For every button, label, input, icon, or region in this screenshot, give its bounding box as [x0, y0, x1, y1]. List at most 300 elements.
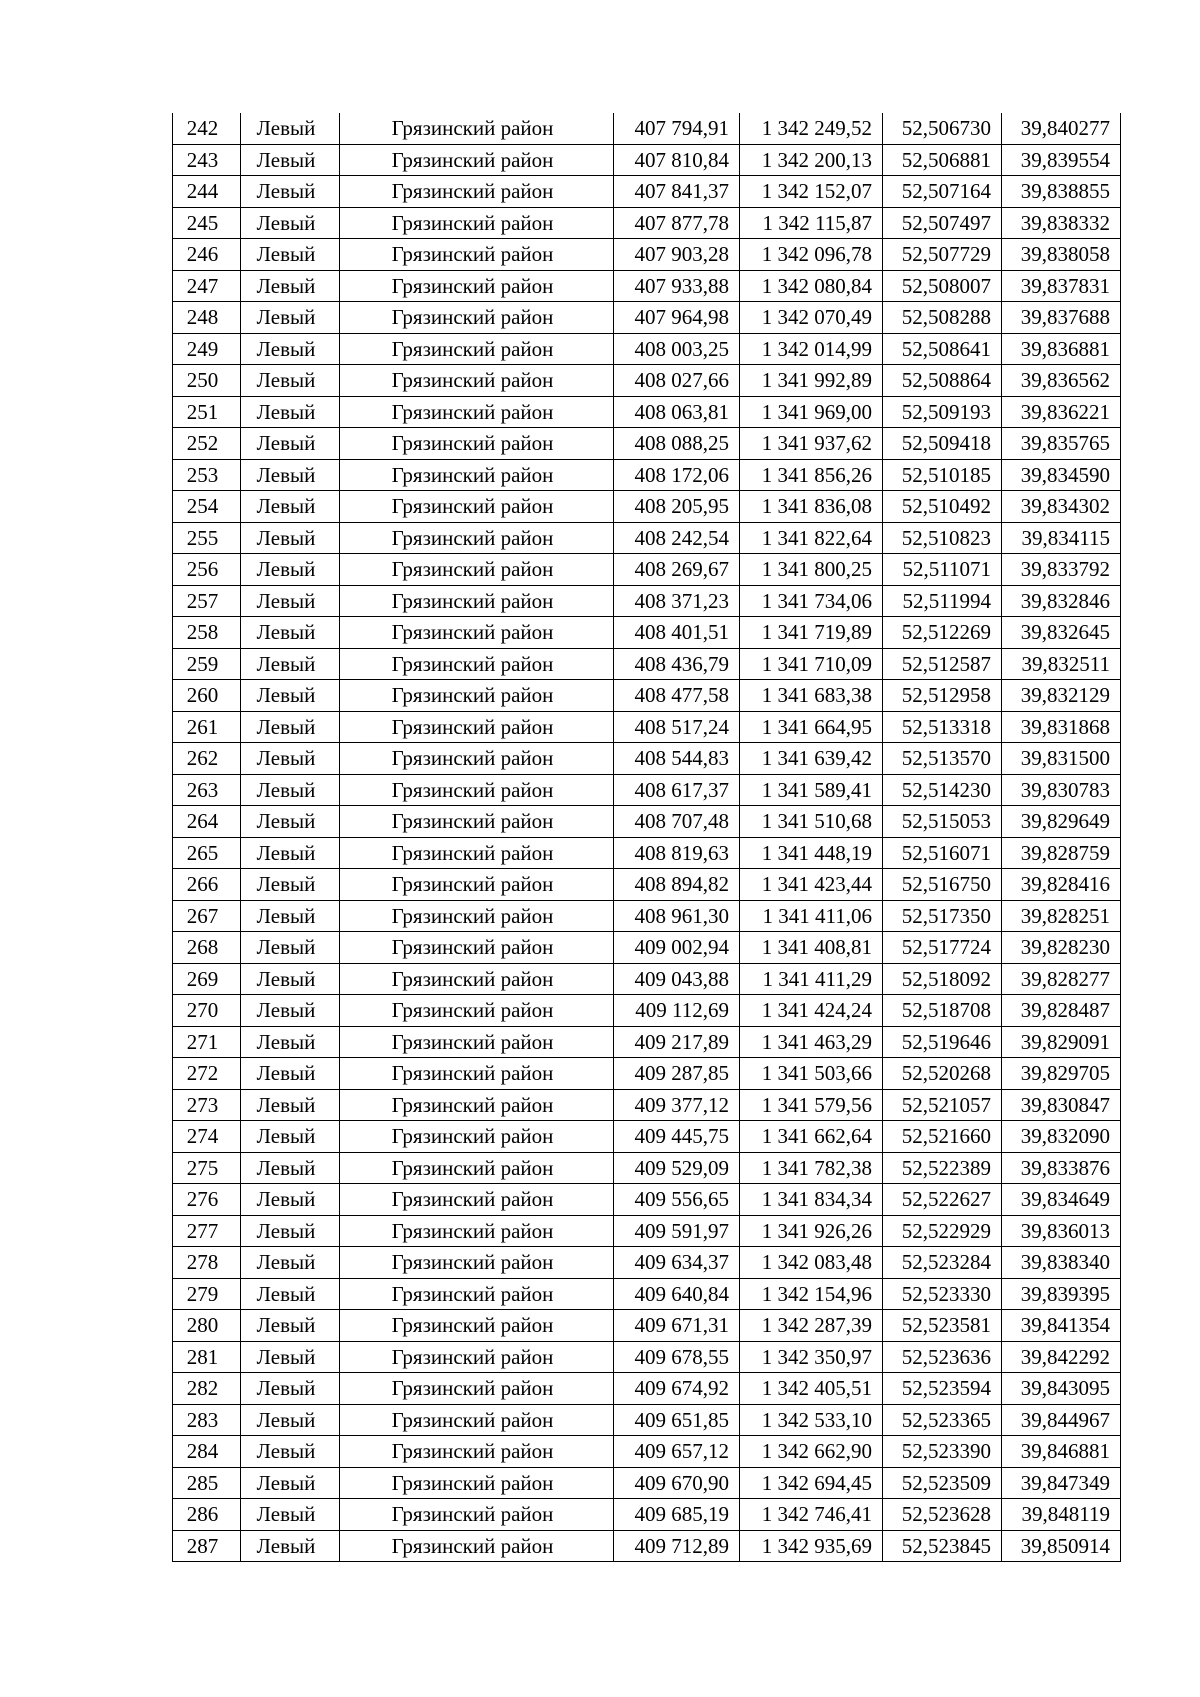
cell-point-number: 243: [173, 144, 241, 176]
table-row: [173, 932, 1121, 964]
cell-coord-x: 408 063,81: [614, 396, 740, 428]
cell-coord-x: 409 671,31: [614, 1310, 740, 1342]
cell-longitude: 39,834115: [1002, 522, 1121, 554]
table-row: [173, 365, 1121, 397]
table-row: [173, 585, 1121, 617]
cell-district: Грязинский район: [340, 1278, 614, 1310]
cell-bank-side: Левый: [241, 963, 340, 995]
cell-point-number: 269: [173, 963, 241, 995]
cell-district: Грязинский район: [340, 837, 614, 869]
cell-point-number: 265: [173, 837, 241, 869]
cell-latitude: 52,518092: [883, 963, 1002, 995]
cell-point-number: 246: [173, 239, 241, 271]
cell-longitude: 39,828759: [1002, 837, 1121, 869]
cell-bank-side: Левый: [241, 680, 340, 712]
cell-latitude: 52,521660: [883, 1121, 1002, 1153]
cell-district: Грязинский район: [340, 333, 614, 365]
cell-coord-x: 408 517,24: [614, 711, 740, 743]
cell-longitude: 39,848119: [1002, 1499, 1121, 1531]
cell-coord-y: 1 341 782,38: [740, 1152, 883, 1184]
cell-latitude: 52,523284: [883, 1247, 1002, 1279]
cell-district: Грязинский район: [340, 617, 614, 649]
cell-point-number: 249: [173, 333, 241, 365]
cell-latitude: 52,507164: [883, 176, 1002, 208]
cell-bank-side: Левый: [241, 617, 340, 649]
cell-bank-side: Левый: [241, 176, 340, 208]
cell-longitude: 39,840277: [1002, 113, 1121, 144]
cell-district: Грязинский район: [340, 396, 614, 428]
cell-coord-y: 1 342 249,52: [740, 113, 883, 144]
cell-coord-x: 408 205,95: [614, 491, 740, 523]
cell-coord-x: 408 617,37: [614, 774, 740, 806]
cell-coord-y: 1 341 822,64: [740, 522, 883, 554]
cell-district: Грязинский район: [340, 869, 614, 901]
cell-coord-y: 1 342 070,49: [740, 302, 883, 334]
cell-point-number: 247: [173, 270, 241, 302]
table-row: [173, 995, 1121, 1027]
cell-coord-y: 1 341 710,09: [740, 648, 883, 680]
cell-latitude: 52,517350: [883, 900, 1002, 932]
cell-coord-y: 1 342 746,41: [740, 1499, 883, 1531]
cell-coord-y: 1 341 589,41: [740, 774, 883, 806]
cell-coord-y: 1 341 448,19: [740, 837, 883, 869]
table-row: [173, 837, 1121, 869]
cell-point-number: 270: [173, 995, 241, 1027]
cell-latitude: 52,513318: [883, 711, 1002, 743]
cell-district: Грязинский район: [340, 1058, 614, 1090]
cell-latitude: 52,507729: [883, 239, 1002, 271]
cell-longitude: 39,839554: [1002, 144, 1121, 176]
cell-point-number: 283: [173, 1404, 241, 1436]
cell-longitude: 39,828230: [1002, 932, 1121, 964]
cell-point-number: 286: [173, 1499, 241, 1531]
cell-point-number: 280: [173, 1310, 241, 1342]
cell-point-number: 263: [173, 774, 241, 806]
cell-coord-x: 407 810,84: [614, 144, 740, 176]
cell-coord-x: 407 794,91: [614, 113, 740, 144]
table-row: [173, 680, 1121, 712]
cell-coord-x: 407 903,28: [614, 239, 740, 271]
cell-point-number: 256: [173, 554, 241, 586]
cell-coord-x: 409 377,12: [614, 1089, 740, 1121]
cell-bank-side: Левый: [241, 711, 340, 743]
cell-bank-side: Левый: [241, 869, 340, 901]
table-row: [173, 1215, 1121, 1247]
cell-longitude: 39,836562: [1002, 365, 1121, 397]
cell-longitude: 39,830783: [1002, 774, 1121, 806]
cell-bank-side: Левый: [241, 1310, 340, 1342]
cell-longitude: 39,841354: [1002, 1310, 1121, 1342]
cell-coord-x: 409 043,88: [614, 963, 740, 995]
cell-coord-y: 1 341 662,64: [740, 1121, 883, 1153]
cell-coord-x: 408 242,54: [614, 522, 740, 554]
cell-point-number: 282: [173, 1373, 241, 1405]
cell-bank-side: Левый: [241, 239, 340, 271]
cell-district: Грязинский район: [340, 144, 614, 176]
table-row: [173, 1026, 1121, 1058]
cell-point-number: 244: [173, 176, 241, 208]
cell-longitude: 39,832090: [1002, 1121, 1121, 1153]
cell-bank-side: Левый: [241, 806, 340, 838]
table-row: [173, 1152, 1121, 1184]
cell-longitude: 39,838855: [1002, 176, 1121, 208]
table-row: [173, 207, 1121, 239]
cell-longitude: 39,838058: [1002, 239, 1121, 271]
cell-coord-y: 1 342 533,10: [740, 1404, 883, 1436]
cell-point-number: 274: [173, 1121, 241, 1153]
cell-district: Грязинский район: [340, 1247, 614, 1279]
cell-coord-x: 409 591,97: [614, 1215, 740, 1247]
cell-district: Грязинский район: [340, 1026, 614, 1058]
cell-longitude: 39,828416: [1002, 869, 1121, 901]
cell-district: Грязинский район: [340, 365, 614, 397]
cell-longitude: 39,832846: [1002, 585, 1121, 617]
cell-latitude: 52,508007: [883, 270, 1002, 302]
cell-district: Грязинский район: [340, 900, 614, 932]
cell-coord-x: 408 172,06: [614, 459, 740, 491]
cell-coord-y: 1 342 152,07: [740, 176, 883, 208]
cell-bank-side: Левый: [241, 1058, 340, 1090]
cell-coord-y: 1 341 937,62: [740, 428, 883, 460]
cell-longitude: 39,836013: [1002, 1215, 1121, 1247]
cell-coord-y: 1 342 014,99: [740, 333, 883, 365]
cell-coord-y: 1 341 411,29: [740, 963, 883, 995]
cell-district: Грязинский район: [340, 1089, 614, 1121]
cell-coord-y: 1 341 579,56: [740, 1089, 883, 1121]
cell-coord-x: 409 657,12: [614, 1436, 740, 1468]
cell-point-number: 276: [173, 1184, 241, 1216]
table-row: [173, 1310, 1121, 1342]
table-row: [173, 1278, 1121, 1310]
cell-point-number: 259: [173, 648, 241, 680]
table-row: [173, 1436, 1121, 1468]
cell-coord-x: 408 961,30: [614, 900, 740, 932]
cell-point-number: 252: [173, 428, 241, 460]
table-row: [173, 1373, 1121, 1405]
cell-latitude: 52,510823: [883, 522, 1002, 554]
cell-bank-side: Левый: [241, 1215, 340, 1247]
cell-bank-side: Левый: [241, 1467, 340, 1499]
cell-bank-side: Левый: [241, 1530, 340, 1562]
table-row: [173, 333, 1121, 365]
cell-coord-x: 408 477,58: [614, 680, 740, 712]
cell-bank-side: Левый: [241, 1499, 340, 1531]
cell-coord-y: 1 341 734,06: [740, 585, 883, 617]
cell-district: Грязинский район: [340, 1310, 614, 1342]
cell-district: Грязинский район: [340, 711, 614, 743]
cell-point-number: 250: [173, 365, 241, 397]
cell-bank-side: Левый: [241, 396, 340, 428]
cell-longitude: 39,832129: [1002, 680, 1121, 712]
cell-bank-side: Левый: [241, 1247, 340, 1279]
cell-latitude: 52,523365: [883, 1404, 1002, 1436]
cell-latitude: 52,522389: [883, 1152, 1002, 1184]
table-row: [173, 428, 1121, 460]
cell-district: Грязинский район: [340, 1467, 614, 1499]
table-row: [173, 1404, 1121, 1436]
cell-district: Грязинский район: [340, 428, 614, 460]
table-row: [173, 1467, 1121, 1499]
table-row: [173, 711, 1121, 743]
cell-latitude: 52,519646: [883, 1026, 1002, 1058]
cell-bank-side: Левый: [241, 1184, 340, 1216]
cell-coord-x: 408 003,25: [614, 333, 740, 365]
cell-latitude: 52,508288: [883, 302, 1002, 334]
cell-district: Грязинский район: [340, 459, 614, 491]
cell-point-number: 285: [173, 1467, 241, 1499]
cell-point-number: 267: [173, 900, 241, 932]
cell-district: Грязинский район: [340, 522, 614, 554]
table-row: [173, 522, 1121, 554]
cell-coord-x: 408 027,66: [614, 365, 740, 397]
cell-coord-x: 408 894,82: [614, 869, 740, 901]
cell-bank-side: Левый: [241, 1026, 340, 1058]
table-row: [173, 1341, 1121, 1373]
cell-coord-x: 409 640,84: [614, 1278, 740, 1310]
cell-point-number: 266: [173, 869, 241, 901]
cell-latitude: 52,516071: [883, 837, 1002, 869]
cell-coord-y: 1 341 503,66: [740, 1058, 883, 1090]
cell-bank-side: Левый: [241, 522, 340, 554]
cell-district: Грязинский район: [340, 1341, 614, 1373]
cell-longitude: 39,829091: [1002, 1026, 1121, 1058]
cell-district: Грязинский район: [340, 207, 614, 239]
cell-point-number: 258: [173, 617, 241, 649]
cell-longitude: 39,834590: [1002, 459, 1121, 491]
cell-coord-x: 409 685,19: [614, 1499, 740, 1531]
table-row: [173, 743, 1121, 775]
cell-district: Грязинский район: [340, 1121, 614, 1153]
cell-coord-x: 409 445,75: [614, 1121, 740, 1153]
cell-bank-side: Левый: [241, 995, 340, 1027]
cell-district: Грязинский район: [340, 239, 614, 271]
cell-bank-side: Левый: [241, 365, 340, 397]
cell-bank-side: Левый: [241, 491, 340, 523]
cell-bank-side: Левый: [241, 837, 340, 869]
cell-bank-side: Левый: [241, 302, 340, 334]
cell-coord-y: 1 341 856,26: [740, 459, 883, 491]
cell-coord-y: 1 342 096,78: [740, 239, 883, 271]
cell-latitude: 52,507497: [883, 207, 1002, 239]
cell-latitude: 52,523628: [883, 1499, 1002, 1531]
cell-longitude: 39,831500: [1002, 743, 1121, 775]
cell-latitude: 52,512269: [883, 617, 1002, 649]
cell-longitude: 39,830847: [1002, 1089, 1121, 1121]
cell-longitude: 39,829649: [1002, 806, 1121, 838]
cell-coord-y: 1 341 800,25: [740, 554, 883, 586]
cell-district: Грязинский район: [340, 1373, 614, 1405]
cell-district: Грязинский район: [340, 1152, 614, 1184]
cell-coord-x: 407 964,98: [614, 302, 740, 334]
cell-coord-y: 1 342 935,69: [740, 1530, 883, 1562]
cell-point-number: 255: [173, 522, 241, 554]
cell-coord-x: 408 269,67: [614, 554, 740, 586]
cell-longitude: 39,846881: [1002, 1436, 1121, 1468]
cell-longitude: 39,834649: [1002, 1184, 1121, 1216]
cell-latitude: 52,523581: [883, 1310, 1002, 1342]
table-row: [173, 144, 1121, 176]
cell-coord-y: 1 341 664,95: [740, 711, 883, 743]
cell-point-number: 262: [173, 743, 241, 775]
cell-point-number: 272: [173, 1058, 241, 1090]
cell-point-number: 287: [173, 1530, 241, 1562]
cell-longitude: 39,844967: [1002, 1404, 1121, 1436]
cell-latitude: 52,521057: [883, 1089, 1002, 1121]
table-row: [173, 396, 1121, 428]
cell-bank-side: Левый: [241, 333, 340, 365]
cell-district: Грязинский район: [340, 585, 614, 617]
cell-latitude: 52,508641: [883, 333, 1002, 365]
cell-coord-y: 1 341 408,81: [740, 932, 883, 964]
cell-coord-y: 1 341 411,06: [740, 900, 883, 932]
cell-bank-side: Левый: [241, 270, 340, 302]
cell-coord-y: 1 341 424,24: [740, 995, 883, 1027]
cell-point-number: 279: [173, 1278, 241, 1310]
cell-longitude: 39,828277: [1002, 963, 1121, 995]
cell-latitude: 52,523594: [883, 1373, 1002, 1405]
cell-bank-side: Левый: [241, 932, 340, 964]
cell-coord-y: 1 341 992,89: [740, 365, 883, 397]
cell-longitude: 39,833876: [1002, 1152, 1121, 1184]
cell-coord-x: 409 002,94: [614, 932, 740, 964]
cell-point-number: 278: [173, 1247, 241, 1279]
cell-latitude: 52,523636: [883, 1341, 1002, 1373]
cell-coord-y: 1 342 662,90: [740, 1436, 883, 1468]
cell-latitude: 52,511994: [883, 585, 1002, 617]
table-row: [173, 113, 1121, 144]
table-row: [173, 1530, 1121, 1562]
cell-bank-side: Левый: [241, 1373, 340, 1405]
cell-coord-x: 408 436,79: [614, 648, 740, 680]
cell-coord-y: 1 341 926,26: [740, 1215, 883, 1247]
table-row: [173, 806, 1121, 838]
table-row: [173, 900, 1121, 932]
cell-point-number: 257: [173, 585, 241, 617]
cell-coord-y: 1 341 463,29: [740, 1026, 883, 1058]
table-row: [173, 617, 1121, 649]
cell-point-number: 245: [173, 207, 241, 239]
cell-point-number: 271: [173, 1026, 241, 1058]
cell-latitude: 52,516750: [883, 869, 1002, 901]
cell-point-number: 261: [173, 711, 241, 743]
cell-bank-side: Левый: [241, 1121, 340, 1153]
cell-coord-x: 409 529,09: [614, 1152, 740, 1184]
cell-coord-y: 1 342 405,51: [740, 1373, 883, 1405]
cell-coord-x: 409 217,89: [614, 1026, 740, 1058]
cell-coord-y: 1 342 080,84: [740, 270, 883, 302]
cell-coord-y: 1 342 287,39: [740, 1310, 883, 1342]
coordinates-table: [172, 113, 1121, 1562]
cell-bank-side: Левый: [241, 428, 340, 460]
cell-bank-side: Левый: [241, 648, 340, 680]
cell-coord-x: 407 877,78: [614, 207, 740, 239]
table-body: [173, 113, 1121, 1562]
cell-coord-x: 409 556,65: [614, 1184, 740, 1216]
cell-bank-side: Левый: [241, 1089, 340, 1121]
cell-coord-x: 407 841,37: [614, 176, 740, 208]
cell-district: Грязинский район: [340, 113, 614, 144]
table-row: [173, 963, 1121, 995]
cell-district: Грязинский район: [340, 1215, 614, 1247]
cell-latitude: 52,510492: [883, 491, 1002, 523]
cell-point-number: 251: [173, 396, 241, 428]
cell-longitude: 39,831868: [1002, 711, 1121, 743]
cell-longitude: 39,833792: [1002, 554, 1121, 586]
cell-coord-x: 408 401,51: [614, 617, 740, 649]
table-row: [173, 491, 1121, 523]
cell-coord-x: 409 674,92: [614, 1373, 740, 1405]
cell-district: Грязинский район: [340, 1530, 614, 1562]
cell-longitude: 39,843095: [1002, 1373, 1121, 1405]
cell-longitude: 39,847349: [1002, 1467, 1121, 1499]
cell-coord-y: 1 341 719,89: [740, 617, 883, 649]
cell-longitude: 39,828487: [1002, 995, 1121, 1027]
cell-coord-y: 1 342 694,45: [740, 1467, 883, 1499]
cell-bank-side: Левый: [241, 585, 340, 617]
cell-longitude: 39,832645: [1002, 617, 1121, 649]
cell-bank-side: Левый: [241, 1341, 340, 1373]
cell-point-number: 242: [173, 113, 241, 144]
cell-latitude: 52,517724: [883, 932, 1002, 964]
cell-point-number: 275: [173, 1152, 241, 1184]
cell-coord-y: 1 341 683,38: [740, 680, 883, 712]
table-row: [173, 302, 1121, 334]
cell-coord-y: 1 341 510,68: [740, 806, 883, 838]
cell-bank-side: Левый: [241, 743, 340, 775]
cell-coord-x: 409 670,90: [614, 1467, 740, 1499]
cell-coord-x: 409 634,37: [614, 1247, 740, 1279]
cell-coord-x: 409 712,89: [614, 1530, 740, 1562]
cell-district: Грязинский район: [340, 648, 614, 680]
cell-point-number: 268: [173, 932, 241, 964]
table-row: [173, 554, 1121, 586]
table-row: [173, 1247, 1121, 1279]
cell-coord-x: 408 707,48: [614, 806, 740, 838]
cell-longitude: 39,836221: [1002, 396, 1121, 428]
cell-longitude: 39,842292: [1002, 1341, 1121, 1373]
cell-bank-side: Левый: [241, 113, 340, 144]
cell-longitude: 39,839395: [1002, 1278, 1121, 1310]
cell-longitude: 39,834302: [1002, 491, 1121, 523]
cell-latitude: 52,512958: [883, 680, 1002, 712]
table-row: [173, 239, 1121, 271]
cell-latitude: 52,510185: [883, 459, 1002, 491]
table-row: [173, 1089, 1121, 1121]
cell-district: Грязинский район: [340, 932, 614, 964]
cell-latitude: 52,513570: [883, 743, 1002, 775]
cell-coord-x: 409 112,69: [614, 995, 740, 1027]
cell-latitude: 52,506730: [883, 113, 1002, 144]
cell-point-number: 260: [173, 680, 241, 712]
table-row: [173, 1499, 1121, 1531]
cell-district: Грязинский район: [340, 554, 614, 586]
cell-district: Грязинский район: [340, 270, 614, 302]
cell-latitude: 52,520268: [883, 1058, 1002, 1090]
table-row: [173, 459, 1121, 491]
cell-longitude: 39,838332: [1002, 207, 1121, 239]
cell-coord-y: 1 341 423,44: [740, 869, 883, 901]
cell-longitude: 39,838340: [1002, 1247, 1121, 1279]
cell-coord-y: 1 342 115,87: [740, 207, 883, 239]
cell-longitude: 39,850914: [1002, 1530, 1121, 1562]
table-row: [173, 774, 1121, 806]
cell-bank-side: Левый: [241, 144, 340, 176]
cell-district: Грязинский район: [340, 680, 614, 712]
cell-latitude: 52,522929: [883, 1215, 1002, 1247]
cell-coord-y: 1 342 154,96: [740, 1278, 883, 1310]
cell-latitude: 52,523390: [883, 1436, 1002, 1468]
cell-coord-x: 409 287,85: [614, 1058, 740, 1090]
